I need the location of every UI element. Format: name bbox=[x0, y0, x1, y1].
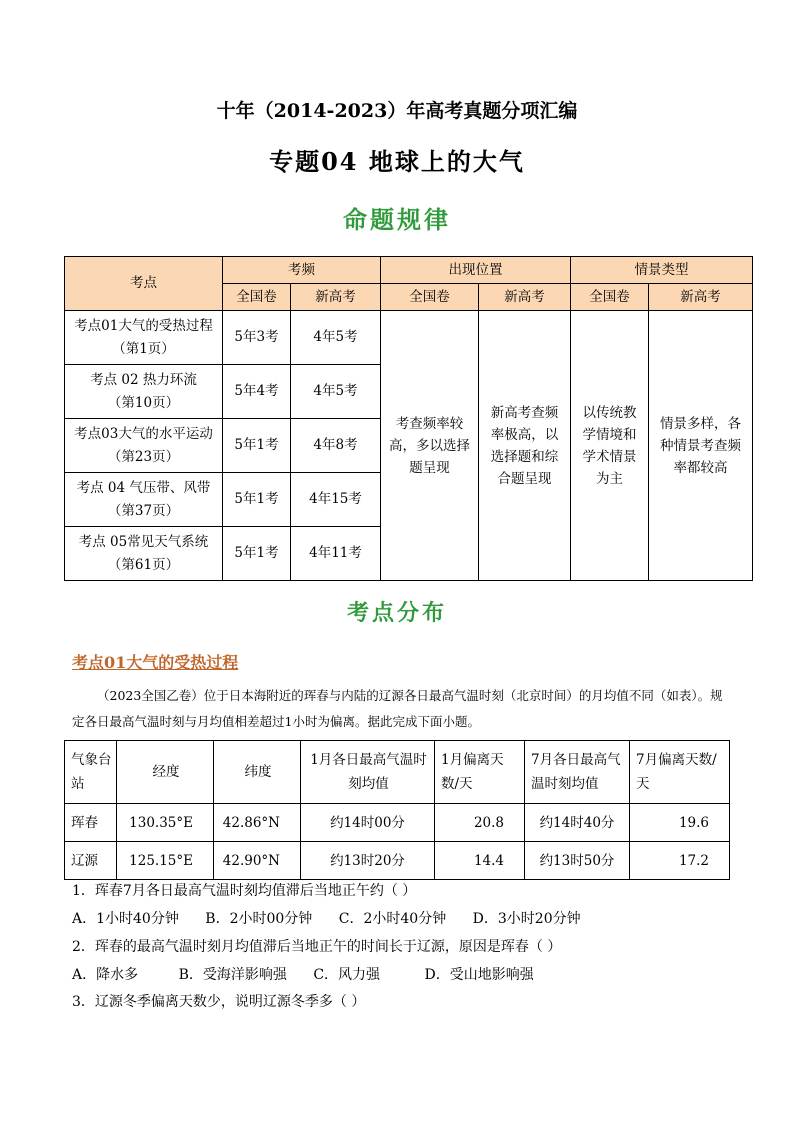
summary-header-row bbox=[65, 257, 753, 284]
option-a[interactable]: A．1小时40分钟 bbox=[72, 911, 179, 927]
jul-time-cell: 约13时50分 bbox=[525, 842, 630, 880]
jan-time-cell: 约13时20分 bbox=[301, 842, 435, 880]
question-intro: （2023全国乙卷）位于日本海附近的珲春与内陆的辽源各日最高气温时刻（北京时间）的月均值不同（如表）。规定各日最高气温时刻与月均值相差超过1小时为偏离。据此完成下面小题。 bbox=[72, 688, 723, 729]
kaodian-page: （第61页） bbox=[107, 556, 180, 573]
header-station: 气象台站 bbox=[65, 741, 117, 804]
header-jul-time: 7月各日最高气温时刻均值 bbox=[525, 741, 630, 804]
subheader-quanguo: 全国卷 bbox=[571, 284, 649, 311]
rule-heading: 命题规律 bbox=[343, 205, 451, 234]
kaodian-page: （第23页） bbox=[107, 448, 180, 465]
option-d[interactable]: D．3小时20分钟 bbox=[472, 911, 581, 927]
subheader-quanguo: 全国卷 bbox=[223, 284, 291, 311]
kaodian-cell bbox=[65, 311, 223, 365]
qingjing-xingaokao: 情景多样，各种情景考查频率都较高 bbox=[649, 311, 753, 581]
option-a[interactable]: A．降水多 bbox=[72, 967, 139, 983]
section-heading: 考点01大气的受热过程 bbox=[72, 653, 239, 672]
question-3: 3．辽源冬季偏离天数少，说明辽源冬季多（ ） bbox=[72, 994, 366, 1010]
data-header-row bbox=[65, 741, 730, 804]
kaopin-xingaokao: 4年5考 bbox=[291, 365, 381, 419]
document-title: 十年（2014-2023）年高考真题分项汇编 bbox=[216, 100, 578, 122]
jan-days-cell: 20.8 bbox=[435, 804, 525, 842]
latitude-cell: 42.86°N bbox=[214, 804, 301, 842]
question-2: 2．珲春的最高气温时刻月均值滞后当地正午的时间长于辽源，原因是珲春（ ） bbox=[72, 939, 562, 955]
header-kaopin: 考频 bbox=[223, 257, 381, 284]
table-row bbox=[65, 842, 730, 880]
kaopin-xingaokao: 4年8考 bbox=[291, 419, 381, 473]
table-row bbox=[65, 804, 730, 842]
question-1: 1．珲春7月各日最高气温时刻均值滞后当地正午约（ ） bbox=[72, 883, 417, 899]
topic-title: 专题04 地球上的大气 bbox=[269, 147, 525, 176]
weizhi-quanguo: 考查频率较高，多以选择题呈现 bbox=[381, 311, 479, 581]
kaopin-quanguo: 5年4考 bbox=[223, 365, 291, 419]
longitude-cell: 130.35°E bbox=[117, 804, 214, 842]
header-qingjing: 情景类型 bbox=[571, 257, 753, 284]
kaodian-cell bbox=[65, 419, 223, 473]
header-kaodian: 考点 bbox=[65, 257, 223, 311]
subheader-quanguo: 全国卷 bbox=[381, 284, 479, 311]
jan-days-cell: 14.4 bbox=[435, 842, 525, 880]
option-d[interactable]: D．受山地影响强 bbox=[424, 967, 534, 983]
jul-time-cell: 约14时40分 bbox=[525, 804, 630, 842]
summary-table bbox=[64, 256, 753, 581]
subheader-xingaokao: 新高考 bbox=[291, 284, 381, 311]
header-longitude: 经度 bbox=[117, 741, 214, 804]
kaopin-quanguo: 5年1考 bbox=[223, 473, 291, 527]
kaopin-quanguo: 5年1考 bbox=[223, 527, 291, 581]
distribution-heading: 考点分布 bbox=[346, 600, 447, 626]
longitude-cell: 125.15°E bbox=[117, 842, 214, 880]
subheader-xingaokao: 新高考 bbox=[649, 284, 753, 311]
option-c[interactable]: C．2小时40分钟 bbox=[338, 911, 447, 927]
question-1-options bbox=[72, 908, 603, 928]
question-2-options bbox=[72, 964, 556, 984]
qingjing-quanguo: 以传统教学情境和学术情景为主 bbox=[571, 311, 649, 581]
table-row bbox=[65, 311, 753, 365]
header-jan-days: 1月偏离天数/天 bbox=[435, 741, 525, 804]
kaodian-cell bbox=[65, 473, 223, 527]
subheader-xingaokao: 新高考 bbox=[479, 284, 571, 311]
station-data-table bbox=[64, 740, 730, 880]
jul-days-cell: 19.6 bbox=[630, 804, 730, 842]
header-jan-time: 1月各日最高气温时刻均值 bbox=[301, 741, 435, 804]
header-weizhi: 出现位置 bbox=[381, 257, 571, 284]
kaodian-name: 考点 04 气压带、风带 bbox=[76, 479, 211, 496]
kaodian-name: 考点03大气的水平运动 bbox=[74, 425, 213, 442]
kaopin-xingaokao: 4年15考 bbox=[291, 473, 381, 527]
option-c[interactable]: C．风力强 bbox=[313, 967, 381, 983]
station-name: 珲春 bbox=[65, 804, 117, 842]
kaodian-cell bbox=[65, 365, 223, 419]
kaopin-quanguo: 5年3考 bbox=[223, 311, 291, 365]
kaodian-name: 考点 05常见天气系统 bbox=[78, 533, 209, 550]
kaopin-xingaokao: 4年5考 bbox=[291, 311, 381, 365]
jan-time-cell: 约14时00分 bbox=[301, 804, 435, 842]
station-name: 辽源 bbox=[65, 842, 117, 880]
kaopin-quanguo: 5年1考 bbox=[223, 419, 291, 473]
header-jul-days: 7月偏离天数/天 bbox=[630, 741, 730, 804]
option-b[interactable]: B．受海洋影响强 bbox=[178, 967, 287, 983]
kaodian-page: （第37页） bbox=[107, 502, 180, 519]
latitude-cell: 42.90°N bbox=[214, 842, 301, 880]
kaodian-name: 考点 02 热力环流 bbox=[90, 371, 197, 388]
header-latitude: 纬度 bbox=[214, 741, 301, 804]
option-b[interactable]: B．2小时00分钟 bbox=[205, 911, 313, 927]
kaodian-cell bbox=[65, 527, 223, 581]
kaodian-page: （第10页） bbox=[107, 394, 180, 411]
kaodian-name: 考点01大气的受热过程 bbox=[74, 317, 213, 334]
jul-days-cell: 17.2 bbox=[630, 842, 730, 880]
kaopin-xingaokao: 4年11考 bbox=[291, 527, 381, 581]
kaodian-page: （第1页） bbox=[112, 340, 175, 357]
weizhi-xingaokao: 新高考查频率极高，以选择题和综合题呈现 bbox=[479, 311, 571, 581]
